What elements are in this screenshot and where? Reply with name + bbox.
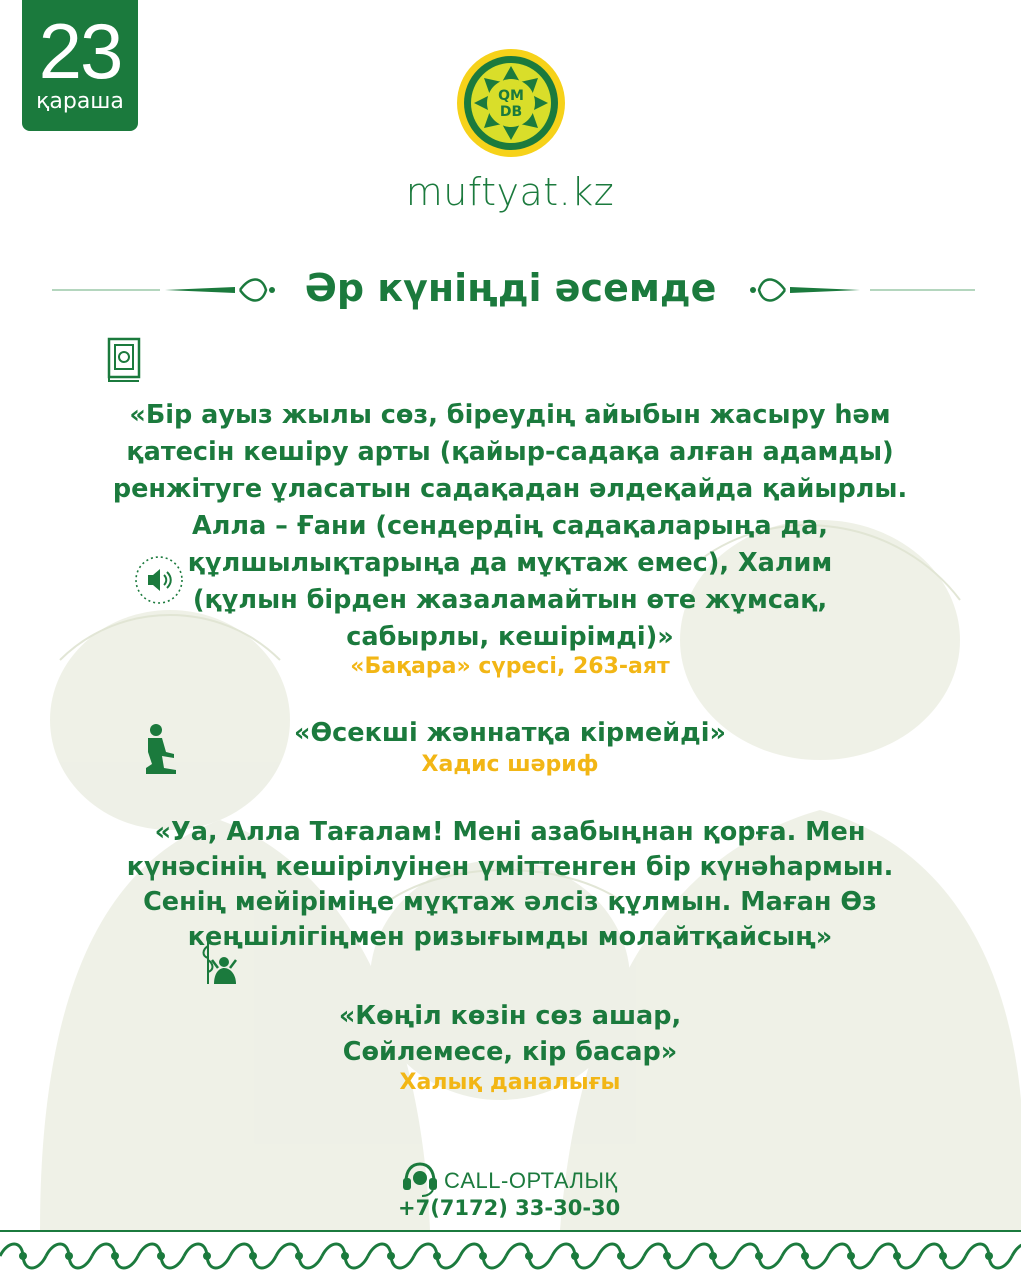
border-dot	[663, 1252, 671, 1260]
border-dot	[433, 1252, 441, 1260]
proverb-line: Сөйлемесе, кір басар»	[342, 1037, 678, 1067]
border-dot	[755, 1252, 763, 1260]
border-dot	[65, 1252, 73, 1260]
quran-line: Алла – Ғани (сендердің садақаларыңа да,	[192, 511, 828, 541]
page-title: Әр күніңді әсемде	[304, 266, 717, 310]
dua-hands-icon	[198, 936, 240, 988]
hadith-text: «Өсекші жәннатқа кірмейді»	[294, 718, 726, 748]
dua-line: Сенің мейіріміңе мұқтаж әлсіз құлмын. Маған Өз	[143, 887, 877, 917]
quran-book-icon	[106, 337, 144, 383]
site-domain: muftyat.kz	[405, 170, 615, 214]
border-dot	[19, 1252, 27, 1260]
border-dot	[525, 1252, 533, 1260]
proverb-source: Халық даналығы	[399, 1070, 621, 1095]
date-badge	[22, 0, 138, 131]
proverb-line: «Көңіл көзін сөз ашар,	[338, 1001, 682, 1031]
quran-line: ренжітуге ұласатын садақадан әлдеқайда қайырлы.	[112, 474, 908, 504]
border-dot	[939, 1252, 947, 1260]
border-dot	[479, 1252, 487, 1260]
proverb-text	[60, 998, 960, 1070]
border-dot	[985, 1252, 993, 1260]
dua-line: «Уа, Алла Тағалам! Мені азабыңнан қорға. Мен	[154, 817, 866, 847]
call-center-label: CALL-ОРТАЛЫҚ	[444, 1168, 618, 1193]
border-dot	[617, 1252, 625, 1260]
border-dot	[249, 1252, 257, 1260]
border-dot	[295, 1252, 303, 1260]
ornamental-border	[0, 1228, 1021, 1280]
call-center-phone[interactable]: +7(7172) 33-30-30	[398, 1196, 621, 1220]
muftyat-logo	[456, 48, 566, 158]
logo-text-bottom: DB	[499, 104, 523, 120]
dua-line: кеңшілігіңмен ризығымды молайтқайсың»	[187, 922, 833, 952]
date-month: қараша	[36, 89, 124, 114]
border-dot	[571, 1252, 579, 1260]
quran-line: (құлын бірден жазаламайтын өте жұмсақ,	[192, 585, 828, 615]
border-dot	[157, 1252, 165, 1260]
border-dot	[387, 1252, 395, 1260]
border-dot	[801, 1252, 809, 1260]
border-dot	[847, 1252, 855, 1260]
quran-verse	[60, 397, 960, 656]
hadith-source: Хадис шәриф	[421, 752, 599, 777]
quran-line: «Бір ауыз жылы сөз, біреудің айыбын жасыру һәм	[129, 400, 891, 430]
border-motif	[1012, 1244, 1021, 1268]
border-dot	[341, 1252, 349, 1260]
quran-line: қатесін кешіру арты (қайыр-садақа алған адамды)	[126, 437, 894, 467]
border-dot	[111, 1252, 119, 1260]
border-dot	[709, 1252, 717, 1260]
call-center[interactable]	[398, 1160, 638, 1224]
headset-icon	[400, 1160, 440, 1198]
date-day: 23	[38, 7, 122, 95]
border-dot	[893, 1252, 901, 1260]
quran-source: «Бақара» сүресі, 263-аят	[350, 654, 670, 679]
quran-line: құлшылықтарыңа да мұқтаж емес), Халим	[187, 548, 833, 578]
logo-text-top: QM	[498, 88, 524, 104]
dua-text	[60, 815, 960, 955]
quran-line: сабырлы, кешірімді)»	[346, 622, 674, 652]
border-dot	[203, 1252, 211, 1260]
title-row	[0, 260, 1021, 320]
dua-line: күнәсінің кешірілуінен үміттенген бір күнәһармын.	[126, 852, 894, 882]
